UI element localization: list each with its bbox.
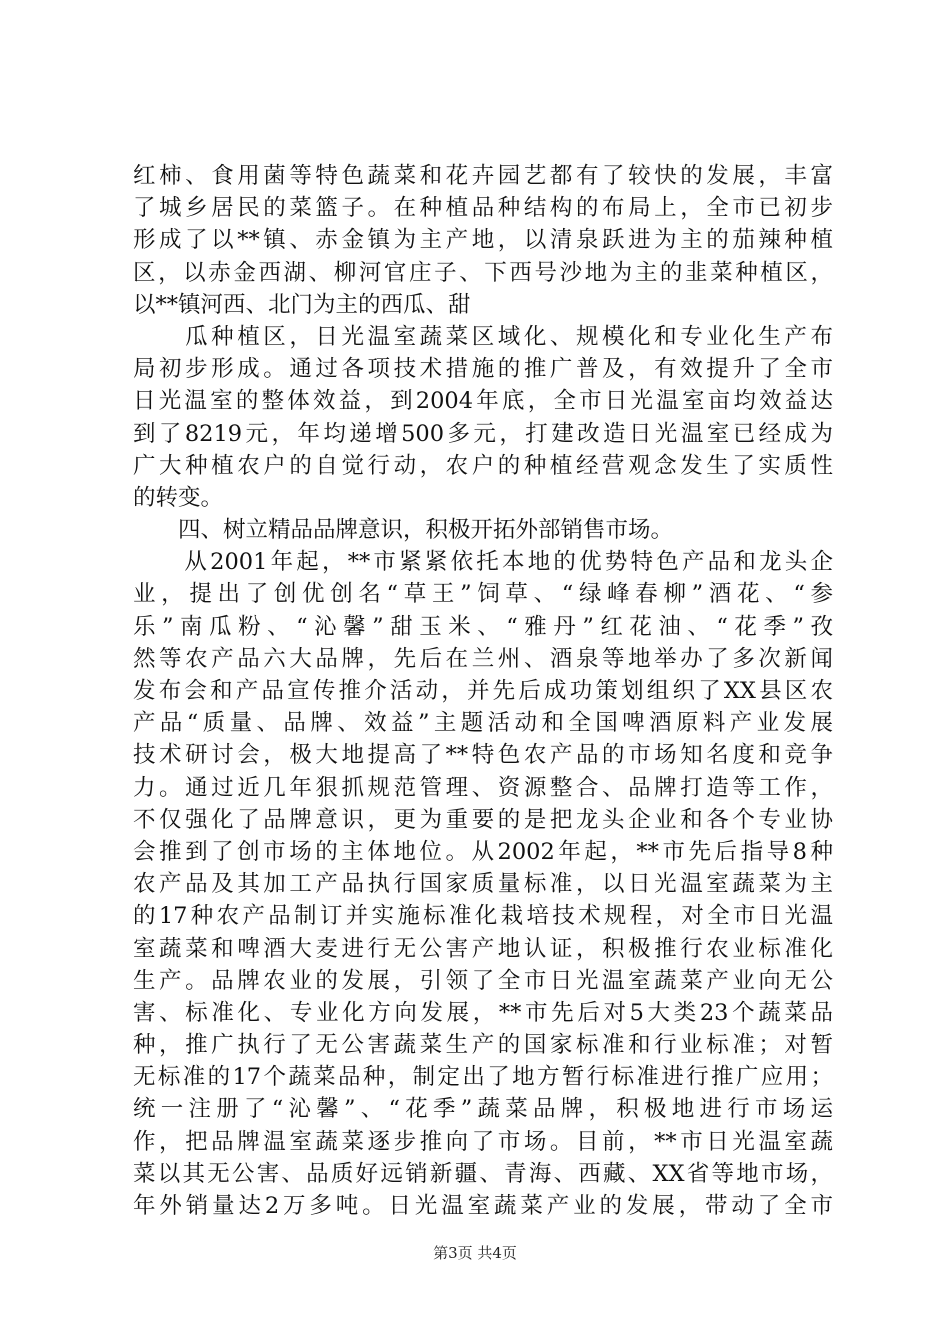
body-text [133, 160, 833, 1222]
text-line: 力。通过近几年狠抓规范管理、资源整合、品牌打造等工作， [133, 774, 833, 801]
text-line: 广大种植农户的自觉行动，农户的种植经营观念发生了实质性 [133, 452, 833, 479]
text-line: 产品“质量、品牌、效益”主题活动和全国啤酒原料产业发展 [133, 710, 833, 737]
text-line: 生产。品牌农业的发展，引领了全市日光温室蔬菜产业向无公 [133, 967, 833, 994]
text-line: 局初步形成。通过各项技术措施的推广普及，有效提升了全市 [133, 356, 833, 383]
text-line: 红柿、食用菌等特色蔬菜和花卉园艺都有了较快的发展，丰富 [133, 163, 833, 189]
text-line: 菜以其无公害、品质好远销新疆、青海、西藏、XX省等地市场， [133, 1160, 833, 1187]
text-line: 日光温室的整体效益，到2004年底，全市日光温室亩均效益达 [133, 388, 833, 415]
text-line: 瓜种植区，日光温室蔬菜区域化、规模化和专业化生产布 [133, 323, 833, 350]
text-line: 作，把品牌温室蔬菜逐步推向了市场。目前，**市日光温室蔬 [133, 1128, 833, 1155]
page-footer: 第3页 共4页 [433, 1244, 517, 1262]
text-line: 害、标准化、专业化方向发展，**市先后对5大类23个蔬菜品 [133, 999, 833, 1026]
text-line: 从2001年起，**市紧紧依托本地的优势特色产品和龙头企 [133, 549, 833, 576]
text-line: 会推到了创市场的主体地位。从2002年起，**市先后指导8种 [133, 838, 833, 865]
text-line: 了城乡居民的菜篮子。在种植品种结构的布局上，全市已初步 [133, 195, 833, 222]
text-line: 的17种农产品制订并实施标准化栽培技术规程，对全市日光温 [133, 903, 833, 930]
text-line: 无标准的17个蔬菜品种，制定出了地方暂行标准进行推广应用； [133, 1064, 833, 1091]
text-line: 到了8219元，年均递增500多元，打建改造日光温室已经成为 [133, 420, 833, 447]
text-line: 室蔬菜和啤酒大麦进行无公害产地认证，积极推行农业标准化 [133, 935, 833, 962]
text-line: 四、树立精品品牌意识，积极开拓外部销售市场。 [133, 517, 674, 544]
text-line: 技术研讨会，极大地提高了**特色农产品的市场知名度和竞争 [133, 742, 833, 769]
text-line: 年外销量达2万多吨。日光温室蔬菜产业的发展，带动了全市 [133, 1193, 833, 1219]
text-line: 不仅强化了品牌意识，更为重要的是把龙头企业和各个专业协 [133, 806, 833, 833]
text-line: 种，推广执行了无公害蔬菜生产的国家标准和行业标准；对暂 [133, 1032, 833, 1059]
text-line: 以**镇河西、北门为主的西瓜、甜 [133, 291, 471, 318]
text-line: 发布会和产品宣传推介活动，并先后成功策划组织了XX县区农 [133, 678, 833, 704]
text-line: 统一注册了“沁馨”、“花季”蔬菜品牌，积极地进行市场运 [133, 1096, 833, 1123]
text-line: 农产品及其加工产品执行国家质量标准，以日光温室蔬菜为主 [133, 871, 833, 898]
text-line: 然等农产品六大品牌，先后在兰州、酒泉等地举办了多次新闻 [133, 645, 833, 672]
text-line: 业，提出了创优创名“草王”饲草、“绿峰春柳”酒花、“参 [133, 581, 833, 608]
text-line: 的转变。 [133, 484, 224, 511]
text-line: 形成了以**镇、赤金镇为主产地，以清泉跃进为主的茄辣种植 [133, 227, 833, 254]
text-line: 乐”南瓜粉、“沁馨”甜玉米、“雅丹”红花油、“花季”孜 [133, 613, 833, 640]
text-line: 区，以赤金西湖、柳河官庄子、下西号沙地为主的韭菜种植区， [133, 259, 833, 286]
